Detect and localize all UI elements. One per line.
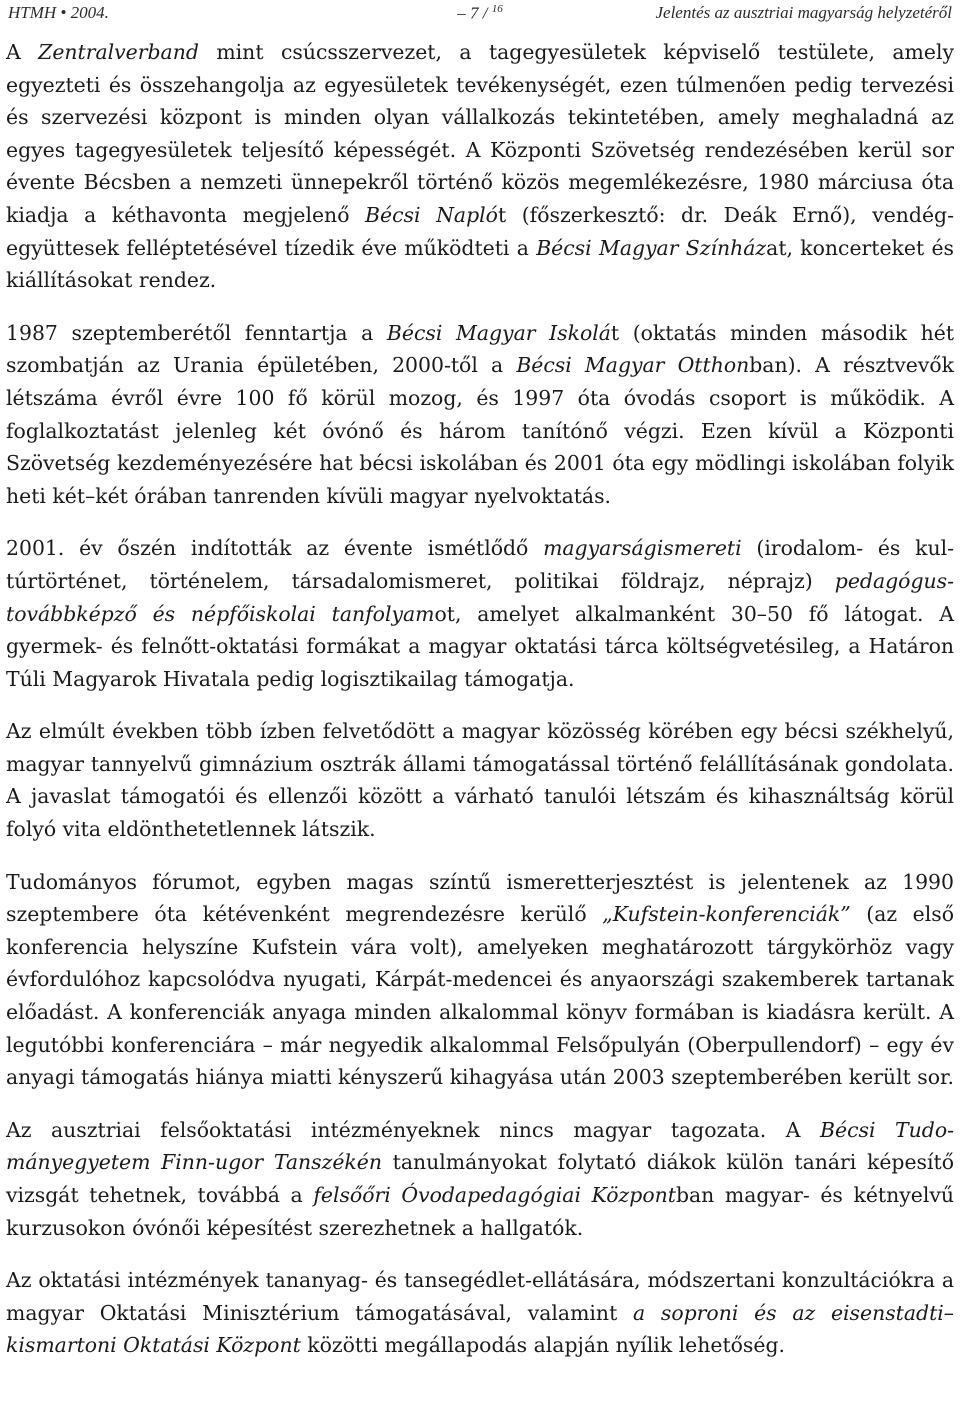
text-run: Az oktatási intézmények tananyag- és tansegédlet-ellátására, módszertani konzultációkra a magyar Oktatási Minisztérium támogatásával, valamint bbox=[6, 1268, 954, 1325]
text-run: ot, amelyet alkalmanként 30–50 fő látogat. A gyermek- és felnőtt-oktatási formákat a magyar oktatási tárca költségvetésileg, a Határon Túli Magyarok Hivatala pedig logisztikailag támogatja. bbox=[6, 601, 954, 691]
paragraph bbox=[6, 715, 954, 845]
text-run: t (oktatás minden második hét szombatján az Urania épületében, 2000-től a bbox=[6, 320, 955, 378]
italic-run: Bécsi Napló bbox=[365, 202, 498, 227]
paragraph bbox=[6, 1264, 954, 1362]
text-run: (irodalom- és kultúrtörténet, történelem, társadalomismeret, politikai földrajz, néprajz) bbox=[6, 536, 954, 593]
text-run: Tudományos fórumot, egyben magas színtű ismeretterjesztést is jelentenek az 1990 szeptembere óta kétévenként megrendezésre kerülő bbox=[6, 869, 954, 927]
page-current: 7 bbox=[470, 3, 479, 23]
text-run: mint csúcsszervezet, a tagegyesületek képviselő testülete, amely egyezteti és összehangolja az egyesületek tevékenységét, ezen túlmenően pedig tervezési és szervezési központ is minden olyan vállalkozás tekintetében, amely meghaladná az egyes tagegyesületek teljesítő képességét. A Központi Szövetség rendezésében kerül sor évente Bécsben a nemzeti ünnepekről történő közös megemlékezésre, 1980 márciusa óta kiadja a kéthavonta megjelenő bbox=[6, 40, 954, 227]
header-publication: HTMH • 2004. bbox=[8, 3, 109, 22]
paragraph bbox=[6, 317, 954, 513]
text-run: közötti megállapodás alapján nyílik lehetőség. bbox=[300, 1333, 785, 1358]
italic-run: Bécsi Tudományegyetem Finn-ugor Tanszékén bbox=[6, 1117, 954, 1175]
text-run: 2001. év őszén indították az évente ismétlődő bbox=[6, 536, 544, 561]
text-run: A bbox=[6, 40, 39, 64]
italic-run: Bécsi Magyar Iskolá bbox=[386, 320, 611, 345]
text-run: Az ausztriai felsőoktatási intézményeknek nincs magyar tagozata. A bbox=[6, 1117, 821, 1142]
paragraph bbox=[6, 532, 954, 695]
page-number: – 7 / $^{16}$ bbox=[457, 3, 503, 23]
paragraph bbox=[6, 866, 954, 1094]
text-run: 1987 szeptemberétől fenntartja a bbox=[6, 320, 387, 345]
italic-run: felsőőri Óvodapedagógiai Központ bbox=[313, 1183, 676, 1207]
paragraph bbox=[6, 36, 954, 297]
page-total: 16 bbox=[491, 3, 503, 15]
text-run: ban magyar- és kétnyelvű kurzusokon óvónői képesítést szerezhetnek a hallgatók. bbox=[6, 1183, 954, 1240]
italic-run: magyarságismereti bbox=[543, 536, 742, 561]
italic-run: Bécsi Magyar Színház bbox=[536, 235, 767, 260]
paragraph bbox=[6, 1114, 954, 1244]
italic-run: a soproni és az eisenstadti–kismartoni Oktatási Központ bbox=[6, 1300, 955, 1358]
text-run: at, koncerteket és kiállításokat rendez. bbox=[6, 235, 954, 293]
italic-run: Zentralverband bbox=[38, 40, 199, 64]
text-run: tanulmányokat folytató diákok külön tanári képesítő vizsgát tehetnek, továbbá a bbox=[6, 1150, 954, 1207]
running-header bbox=[6, 0, 954, 36]
italic-run: Bécsi Magyar Otthon bbox=[516, 353, 750, 378]
header-report-title: Jelentés az ausztriai magyarság helyzetéről bbox=[655, 3, 952, 22]
text-run: t (főszerkesztő: dr. Deák Ernő), vendég-együttesek felléptetésével tízedik éve működteti a bbox=[6, 202, 954, 260]
text-run: Az elmúlt években több ízben felvetődött a magyar közösség körében egy bécsi székhelyű, magyar tannyelvű gimnázium osztrák állami támogatással történő felállításának gondolata. A javaslat támogatói és ellenzői között a várható tanulói létszám és kihasználtság körül folyó vita eldönthetetlennek látszik. bbox=[6, 719, 954, 842]
text-run: ban). A résztvevők létszáma évről évre 100 fő körül mozog, és 1997 óta óvodás csoport is működik. A foglalkoztatást jelenleg két óvónő és három tanítónő végzi. Ezen kívül a Központi Szövetség kezdeményezésére hat bécsi iskolában és 2001 óta egy mödlingi iskolában folyik heti két–két órában tanrenden kívüli magyar nyelvoktatás. bbox=[6, 353, 954, 508]
italic-run: pedagógustovábbképző és népfőiskolai tanfolyam bbox=[6, 568, 954, 626]
text-run: (az első konferencia helyszíne Kufstein vára volt), amelyeken meghatározott tárgykörhöz vagy évfordulóhoz kapcsolódva nyugati, Kárpát-medencei és anyaországi szakemberek tartanak előadást. A konferenciák anyaga minden alkalommal könyv formában is kiadásra került. A legutóbbi konferenciára – már negyedik alkalommal Felsőpulyán (Oberpullendorf) – egy év anyagi támogatás hiánya miatti kényszerű kihagyása után 2003 szeptemberében került sor. bbox=[6, 902, 954, 1090]
body-text bbox=[6, 36, 954, 1362]
italic-run: „Kufstein-konferenciák” bbox=[602, 902, 851, 927]
